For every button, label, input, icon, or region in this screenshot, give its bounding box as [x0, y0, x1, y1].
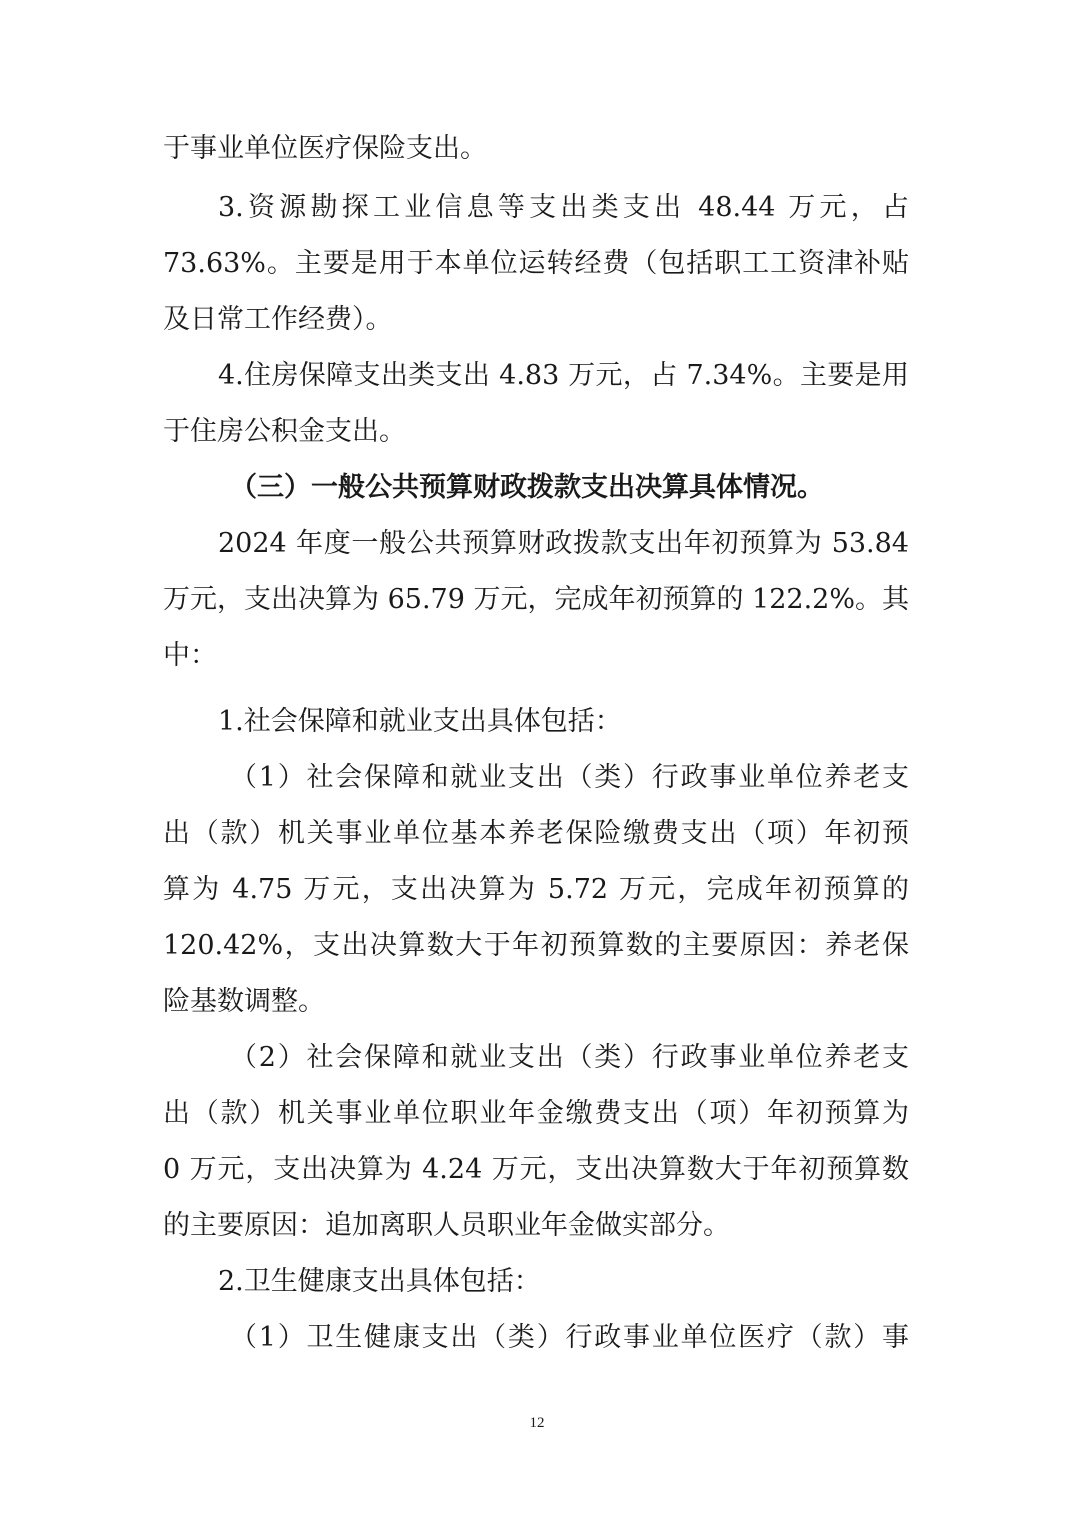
text-line-4: 及日常工作经费）。 — [163, 304, 393, 335]
text-line-9: 万元，支出决算为 65.79 万元，完成年初预算的 122.2%。其 — [163, 584, 909, 615]
text-line-5: 4.住房保障支出类支出 4.83 万元，占 7.34%。主要是用 — [218, 360, 909, 391]
text-line-11: 1.社会保障和就业支出具体包括： — [218, 706, 622, 737]
text-line-16: 险基数调整。 — [163, 986, 325, 1017]
text-line-12: （1）社会保障和就业支出（类）行政事业单位养老支 — [230, 762, 909, 793]
text-line-2: 3.资源勘探工业信息等支出类支出 48.44 万元，占 — [218, 192, 909, 223]
section-heading: （三）一般公共预算财政拨款支出决算具体情况。 — [230, 472, 824, 503]
text-line-1: 于事业单位医疗保险支出。 — [163, 133, 487, 164]
text-line-14: 算为 4.75 万元，支出决算为 5.72 万元，完成年初预算的 — [163, 874, 909, 905]
text-line-10: 中： — [163, 640, 217, 671]
text-line-21: 2.卫生健康支出具体包括： — [218, 1266, 541, 1297]
text-line-6: 于住房公积金支出。 — [163, 416, 406, 447]
text-line-19: 0 万元，支出决算为 4.24 万元，支出决算数大于年初预算数 — [163, 1154, 909, 1185]
text-line-20: 的主要原因：追加离职人员职业年金做实部分。 — [163, 1210, 730, 1241]
text-line-17: （2）社会保障和就业支出（类）行政事业单位养老支 — [230, 1042, 909, 1073]
page-number: 12 — [529, 1415, 545, 1431]
text-line-3: 73.63%。主要是用于本单位运转经费（包括职工工资津补贴 — [163, 248, 909, 279]
text-line-22: （1）卫生健康支出（类）行政事业单位医疗（款）事 — [230, 1322, 909, 1353]
text-line-8: 2024 年度一般公共预算财政拨款支出年初预算为 53.84 — [218, 528, 909, 559]
text-line-13: 出（款）机关事业单位基本养老保险缴费支出（项）年初预 — [163, 818, 909, 849]
text-line-18: 出（款）机关事业单位职业年金缴费支出（项）年初预算为 — [163, 1098, 909, 1129]
text-line-15: 120.42%，支出决算数大于年初预算数的主要原因：养老保 — [163, 930, 909, 961]
